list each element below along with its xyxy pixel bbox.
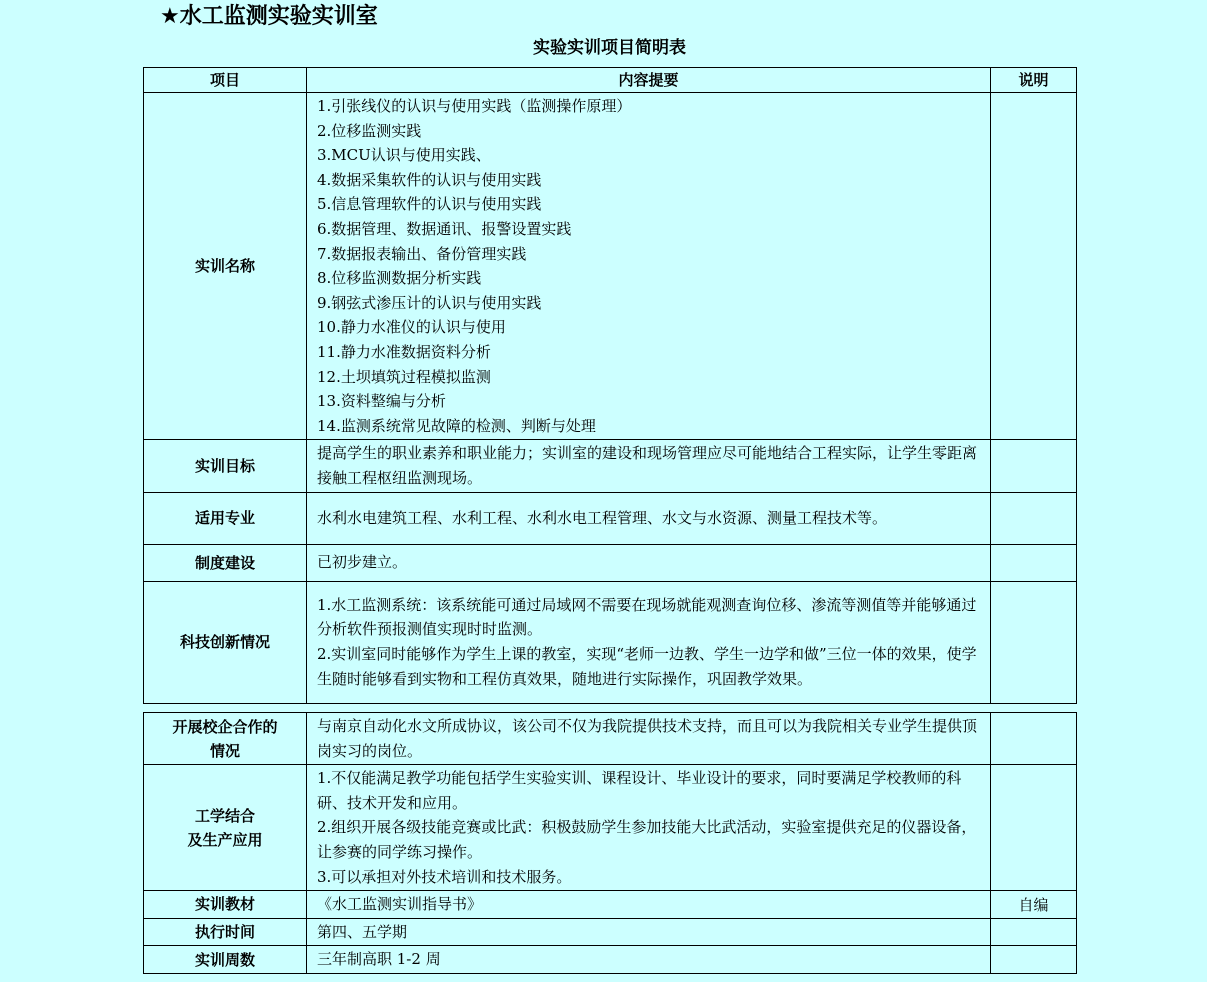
row-textbook <box>144 891 1077 919</box>
list-item: 3.可以承担对外技术培训和技术服务。 <box>317 867 572 886</box>
training-goal-text: 提高学生的职业素养和职业能力；实训室的建设和现场管理应尽可能地结合工程实际，让学生零距离接触工程枢纽监测现场。 <box>307 440 991 492</box>
row-training-names <box>144 93 1077 440</box>
work-study-note <box>991 765 1077 891</box>
list-item: 6.数据管理、数据通讯、报警设置实践 <box>317 219 572 238</box>
list-item: 1.引张线仪的认识与使用实践（监测操作原理） <box>317 97 632 115</box>
page-title: ★水工监测实验实训室 <box>160 4 378 29</box>
row-training-goal <box>144 440 1077 492</box>
training-goal-note <box>991 440 1077 492</box>
row-schedule <box>144 918 1077 946</box>
row-weeks <box>144 946 1077 974</box>
training-names-label: 实训名称 <box>144 93 307 440</box>
cooperation-text: 与南京自动化水文所成协议，该公司不仅为我院提供技术支持，而且可以为我院相关专业学生提供顶岗实习的岗位。 <box>307 713 991 765</box>
header-content: 内容提要 <box>307 68 991 93</box>
work-study-text <box>307 765 991 891</box>
list-item: 7.数据报表输出、备份管理实践 <box>317 244 527 263</box>
innovation-text <box>307 581 991 703</box>
project-summary-table <box>143 67 1077 704</box>
schedule-note <box>991 918 1077 946</box>
work-study-label: 工学结合 及生产应用 <box>144 765 307 891</box>
system-note <box>991 544 1077 581</box>
innovation-note <box>991 581 1077 703</box>
header-row <box>144 68 1077 93</box>
majors-label: 适用专业 <box>144 492 307 544</box>
list-item: 4.数据采集软件的认识与使用实践 <box>317 170 542 189</box>
list-item: 10.静力水准仪的认识与使用 <box>317 318 506 337</box>
textbook-text: 《水工监测实训指导书》 <box>307 891 991 919</box>
list-item: 2.位移监测实践 <box>317 121 422 140</box>
row-cooperation <box>144 713 1077 765</box>
list-item: 2.实训室同时能够作为学生上课的教室，实现“老师一边教、学生一边学和做”三位一体的效果，使学生随时能够看到实物和工程仿真效果，随地进行实际操作，巩固教学效果。 <box>317 645 977 688</box>
innovation-label: 科技创新情况 <box>144 581 307 703</box>
cooperation-note <box>991 713 1077 765</box>
weeks-label: 实训周数 <box>144 946 307 974</box>
training-names-note <box>991 93 1077 440</box>
list-item: 1.水工监测系统：该系统能可通过局域网不需要在现场就能观测查询位移、渗流等测值等并能够通过分析软件预报测值实现时时监测。 <box>317 595 977 639</box>
project-summary-table-continued <box>143 712 1077 974</box>
schedule-text: 第四、五学期 <box>307 918 991 946</box>
training-names-list <box>307 93 991 440</box>
system-label: 制度建设 <box>144 544 307 581</box>
list-item: 14.监测系统常见故障的检测、判断与处理 <box>317 416 596 435</box>
schedule-label: 执行时间 <box>144 918 307 946</box>
system-text: 已初步建立。 <box>307 544 991 581</box>
textbook-label: 实训教材 <box>144 891 307 919</box>
row-innovation <box>144 581 1077 703</box>
table-title: 实验实训项目简明表 <box>533 38 686 58</box>
cooperation-label: 开展校企合作的 情况 <box>144 713 307 765</box>
list-item: 8.位移监测数据分析实践 <box>317 269 482 288</box>
majors-note <box>991 492 1077 544</box>
textbook-note: 自编 <box>991 891 1077 919</box>
list-item: 12.土坝填筑过程模拟监测 <box>317 367 491 386</box>
training-goal-label: 实训目标 <box>144 440 307 492</box>
header-note: 说明 <box>991 68 1077 93</box>
weeks-note <box>991 946 1077 974</box>
row-system <box>144 544 1077 581</box>
majors-text: 水利水电建筑工程、水利工程、水利水电工程管理、水文与水资源、测量工程技术等。 <box>307 492 991 544</box>
list-item: 11.静力水准数据资料分析 <box>317 342 491 361</box>
list-item: 9.钢弦式渗压计的认识与使用实践 <box>317 293 542 312</box>
list-item: 13.资料整编与分析 <box>317 392 446 411</box>
weeks-text: 三年制高职 1-2 周 <box>307 946 991 974</box>
header-item: 项目 <box>144 68 307 93</box>
list-item: 2.组织开展各级技能竞赛或比武：积极鼓励学生参加技能大比武活动，实验室提供充足的仪器设备，让参赛的同学练习操作。 <box>317 818 977 861</box>
row-work-study <box>144 765 1077 891</box>
row-majors <box>144 492 1077 544</box>
list-item: 3.MCU认识与使用实践、 <box>317 146 491 165</box>
list-item: 1.不仅能满足教学功能包括学生实验实训、课程设计、毕业设计的要求，同时要满足学校教师的科研、技术开发和应用。 <box>317 769 962 812</box>
list-item: 5.信息管理软件的认识与使用实践 <box>317 195 542 214</box>
